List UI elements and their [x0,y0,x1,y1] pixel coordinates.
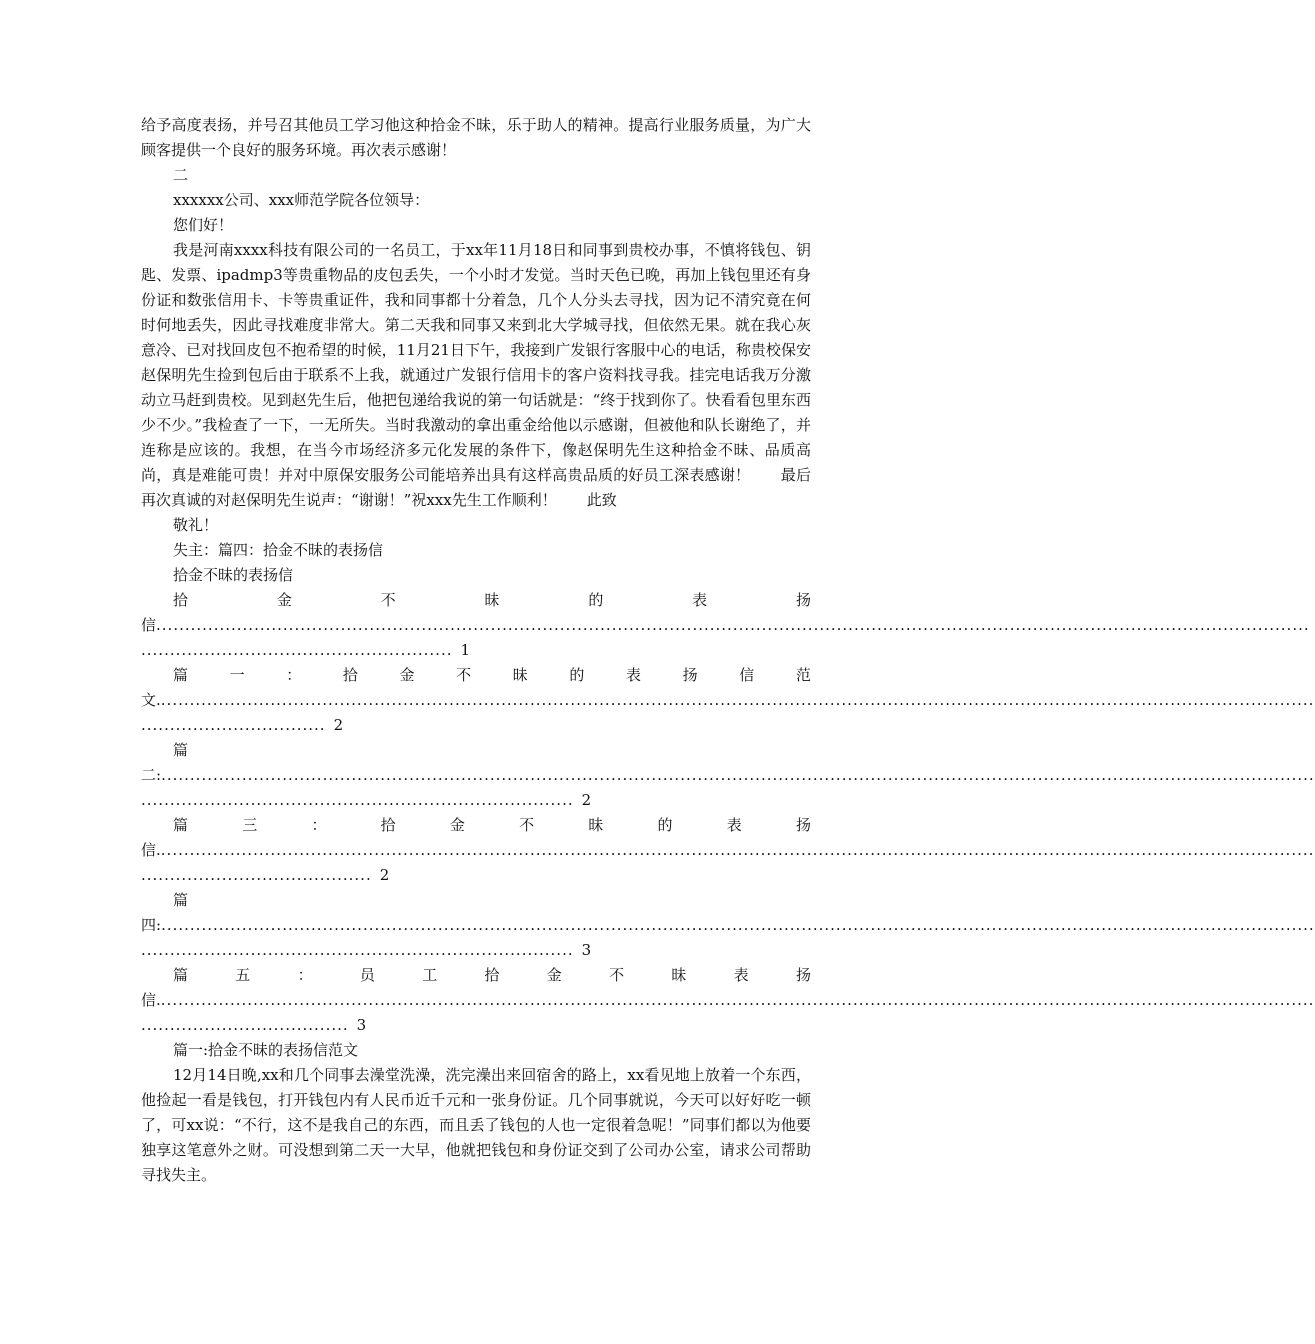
toc-title-char: 表 [733,966,749,984]
toc-title-char: 表 [692,591,708,609]
toc-title-char: ： [297,966,313,984]
toc-title-char: 的 [657,816,673,834]
toc-page-line [141,863,811,888]
toc-leader-line [141,763,1315,788]
paragraph-praise-end: 给予高度表扬，并号召其他员工学习他这种拾金不昧，乐于助人的精神。提高行业服务质量，为广大顾客提供一个良好的服务环境。再次表示感谢！ [141,116,811,159]
toc-page-line [141,713,811,738]
toc-entry [141,738,1315,813]
toc-page-number: 2 [379,866,390,884]
toc-page-number: 3 [356,1016,367,1034]
toc-dot-leader: ........................................................................................................................................................................................................ [160,691,1315,709]
toc-title-char: 工 [422,966,438,984]
toc-leader-line [141,688,1315,713]
toc-entry [141,888,1315,963]
toc-entry-title [141,738,811,763]
toc-title-char: 扬 [682,666,698,684]
toc-title-tail: 信. [141,841,161,859]
toc-dot-leader: ........................................ [141,866,372,884]
toc-title-char: 信 [739,666,755,684]
toc-title-tail: 文. [141,691,161,709]
toc-page-line [141,938,811,963]
section-number: 二 [173,166,189,184]
toc-title-char: ： [311,816,327,834]
toc-entry [141,963,1315,1038]
toc-title-char: 昧 [588,816,604,834]
toc-title-char: 表 [626,666,642,684]
toc-title-char: 扬 [795,591,811,609]
toc-title-char: 表 [726,816,742,834]
toc-entry-title [141,888,811,913]
letter-body: 我是河南xxxx科技有限公司的一名员工，于xx年11月18日和同事到贵校办事，不慎将钱包、钥匙、发票、ipadmp3等贵重物品的皮包丢失，一个小时才发觉。当时天色已晚，再加上钱包里还有身份证和数张信用卡、卡等贵重证件，我和同事都十分着急，几个人分头去寻找，因为记不清究竟在何时何地丢失，因此寻找难度非常大。第二天我和同事又来到北大学城寻找，但依然无果。就在我心灰意冷、已对找回皮包不抱希望的时候，11月21日下午，我接到广发银行客服中心的电话，称贵校保安赵保明先生捡到包后由于联系不上我，就通过广发银行信用卡的客户资料找寻我。挂完电话我万分激动立马赶到贵校。见到赵先生后，他把包递给我说的第一句话就是：“终于找到你了。快看看包里东西少不少。”我检查了一下，一无所失。当时我激动的拿出重金给他以示感谢，但被他和队长谢绝了，并连称是应该的。我想，在当今市场经济多元化发展的条件下，像赵保明先生这种拾金不昧、品质高尚，真是难能可贵！并对中原保安服务公司能培养出具有这样高贵品质的好员工深表感谢！ 最后再次真诚的对赵保明先生说声：“谢谢！”祝xxx先生工作顺利！ 此致 [141,241,811,509]
toc-entry [141,663,1315,738]
toc-title-char: 的 [569,666,585,684]
toc-page-line [141,788,811,813]
toc-title-char: 篇 [173,816,189,834]
toc-title-char: 三 [242,816,258,834]
toc-page-number: 2 [333,716,344,734]
toc-page-number: 3 [581,941,592,959]
toc-dot-leader: ........................................................................... [141,791,574,809]
toc-title-char: 拾 [484,966,500,984]
toc-title-char: 篇 [173,891,189,909]
toc-entry-title [141,588,811,613]
toc-title-char: 员 [359,966,375,984]
toc-dot-leader: .................................... [141,1016,349,1034]
letter-recipient: xxxxxx公司、xxx师范学院各位领导： [173,191,430,209]
toc-title-char: 篇 [173,741,189,759]
toc-title-tail: 信 [141,616,157,634]
toc-title-tail: 信. [141,991,161,1009]
toc-title-char: 拾 [173,591,189,609]
toc-dot-leader: ........................................................................... [141,941,574,959]
toc-title-char: 昧 [484,591,500,609]
toc-dot-leader: ........................................................................................................................................................................................................ [160,841,1315,859]
toc-dot-leader: ...................................................... [141,641,453,659]
toc-leader-line [141,838,1315,863]
toc-dot-leader: ........................................................................................................................................................................................................ [161,916,1315,934]
toc-entry-title [141,963,811,988]
toc-title-char: 金 [399,666,415,684]
toc-title-char: 不 [380,591,396,609]
toc-entry [141,588,1310,663]
toc-title-char: 拾 [380,816,396,834]
toc-dot-leader: ........................................................................................................................................................................................................ [161,766,1315,784]
toc-leader-line [141,913,1315,938]
toc-title-tail: 四: [141,916,162,934]
toc-title-char: 扬 [795,966,811,984]
letter-greeting: 您们好！ [173,216,234,234]
toc-title-char: 篇 [173,966,189,984]
table-of-contents [141,588,1315,1038]
toc-entry [141,813,1315,888]
toc-leader-line [141,613,1310,638]
toc-title-char: 昧 [671,966,687,984]
toc-page-line [141,638,811,663]
article-body: 12月14日晚,xx和几个同事去澡堂洗澡，洗完澡出来回宿舍的路上，xx看见地上放着一个东西，他捡起一看是钱包，打开钱包内有人民币近千元和一张身份证。几个同事就说，今天可以好好吃一顿了，可xx说：“不行，这不是我自己的东西，而且丢了钱包的人也一定很着急呢！”同事们都以为他要独享这笔意外之财。可没想到第二天一大早，他就把钱包和身份证交到了公司办公室，请求公司帮助寻找失主。 [141,1066,811,1184]
toc-title-char: 不 [456,666,472,684]
letter-salute: 敬礼！ [173,516,219,534]
toc-entry-title [141,813,811,838]
toc-page-number: 2 [581,791,592,809]
toc-title-char: 范 [795,666,811,684]
toc-title-char: 不 [519,816,535,834]
toc-dot-leader: ........................................................................................................................................................................................................ [156,616,1310,634]
toc-title-char: 的 [588,591,604,609]
toc-title-char: 不 [609,966,625,984]
toc-dot-leader: ........................................................................................................................................................................................................ [160,991,1315,1009]
toc-title-char: 金 [449,816,465,834]
toc-title-char: 金 [546,966,562,984]
toc-page-line [141,1013,811,1038]
toc-title-char: 金 [276,591,292,609]
toc-title-char: 一 [229,666,245,684]
toc-title-char: 五 [235,966,251,984]
toc-title-char: ： [286,666,302,684]
toc-leader-line [141,988,1315,1013]
toc-title-char: 拾 [342,666,358,684]
toc-title-char: 昧 [512,666,528,684]
toc-heading: 拾金不昧的表扬信 [173,566,294,584]
document-body [141,113,1315,1188]
toc-entry-title [141,663,811,688]
toc-page-number: 1 [460,641,471,659]
toc-title-tail: 二: [141,766,162,784]
article-heading: 篇一:拾金不昧的表扬信范文 [173,1041,359,1059]
toc-title-char: 篇 [173,666,189,684]
toc-title-char: 扬 [795,816,811,834]
letter-signature: 失主：篇四：拾金不昧的表扬信 [173,541,384,559]
toc-dot-leader: ................................ [141,716,326,734]
